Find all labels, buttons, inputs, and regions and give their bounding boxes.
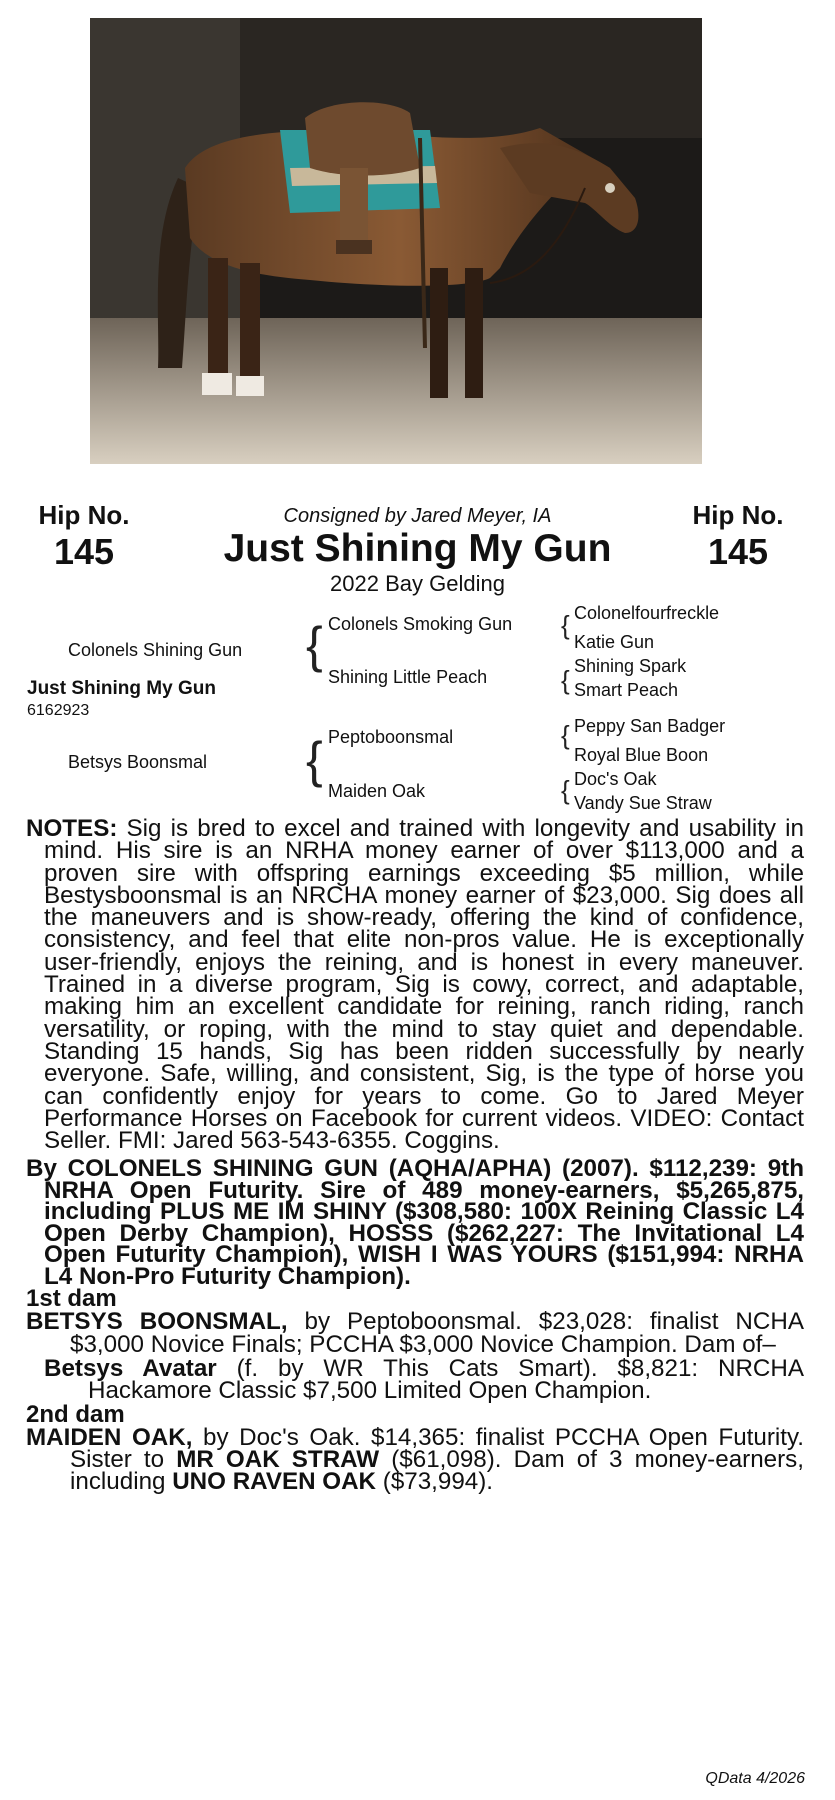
second-dam-sibling: MR OAK STRAW (176, 1445, 380, 1473)
pedigree-brace: { (561, 610, 570, 640)
pedigree-ggp: Peppy San Badger (574, 716, 726, 736)
pedigree-dam: Betsys Boonsmal (68, 752, 208, 772)
notes-label: NOTES: (26, 815, 118, 842)
second-dam-text: by Doc's Oak. $14,365: finalist PCCHA Open Futurity. Sister to (70, 1423, 805, 1473)
horse-name: Just Shining My Gun (223, 527, 612, 570)
pedigree-sire-sire: Colonels Smoking Gun (328, 614, 513, 634)
pedigree-registration: 6162923 (27, 702, 90, 719)
second-dam-name: MAIDEN OAK, (26, 1423, 193, 1451)
pedigree-dam-sire: Peptoboonsmal (328, 727, 454, 747)
offspring-text: (f. by WR This Cats Smart). $8,821: NRCHA Hackamore Classic $7,500 Limited Open Champion. (88, 1355, 804, 1405)
catalog-body (26, 815, 805, 1496)
offspring-name: Betsys Avatar (44, 1355, 217, 1383)
hip-label: Hip No. (38, 500, 130, 530)
horse-photo-illustration (90, 18, 702, 464)
first-dam-paragraph (26, 1308, 804, 1358)
pedigree-ggp: Vandy Sue Straw (574, 793, 712, 813)
horse-photo (90, 18, 702, 464)
pedigree-brace: { (306, 732, 323, 788)
hip-number-left (14, 500, 154, 572)
consignor-line: Consigned by Jared Meyer, IA (283, 505, 552, 527)
pedigree-ggp: Colonelfourfreckle (574, 603, 720, 623)
pedigree-ggp: Shining Spark (574, 656, 687, 676)
hip-number-right (668, 500, 808, 572)
horse-description: 2022 Bay Gelding (330, 571, 505, 596)
pedigree-brace: { (561, 775, 570, 805)
pedigree-brace: { (561, 665, 570, 695)
pedigree-sire: Colonels Shining Gun (68, 640, 243, 660)
hip-label: Hip No. (692, 500, 784, 530)
pedigree-brace: { (561, 720, 570, 750)
first-dam-text: by Peptoboonsmal. $23,028: finalist NCHA $3,000 Novice Finals; PCCHA $3,000 Novice Champion. Dam of– (70, 1308, 804, 1358)
second-dam-paragraph (26, 1423, 805, 1496)
pedigree-ggp: Doc's Oak (574, 769, 657, 789)
hip-number: 145 (707, 531, 769, 572)
second-dam-heading: 2nd dam (26, 1400, 125, 1428)
offspring-paragraph (26, 1355, 804, 1405)
second-dam-text: ($73,994). (382, 1468, 494, 1496)
notes-paragraph (26, 815, 804, 1155)
first-dam-name: BETSYS BOONSMAL, (26, 1308, 288, 1336)
pedigree-ggp: Smart Peach (574, 680, 679, 700)
second-dam-produce: UNO RAVEN OAK (172, 1468, 377, 1496)
notes-text: Sig is bred to excel and trained with longevity and usability in mind. His sire is an NRHA money earner of over $113,000 and a proven sire with offspring earnings exceeding $5 million, while Bestysboonsmal is an NRCHA money earner of $23,000. Sig does all the maneuvers and is show-ready, offering the kind of confidence, consistency, and feel that elite non-pros value. He is exceptionally user-friendly, enjoys the reining, and is honest in every maneuver. Trained in a diverse program, Sig is cowy, correct, and adaptable, making him an excellent candidate for reining, ranch riding, ranch versatility, or roping, with the mind to stay quiet and dependable. Standing 15 hands, Sig has been ridden successfully by nearly everyone. Safe, willing, and consistent, Sig, is the type of horse you can confidently enjoy for years to come. Go to Jared Meyer Performance Horses on Facebook for current videos. VIDEO: Contact Seller. FMI: Jared 563-543-6355. Coggins. (44, 815, 804, 1155)
pedigree-brace: { (306, 617, 323, 673)
pedigree-ggp: Katie Gun (574, 632, 655, 652)
sire-paragraph: By COLONELS SHINING GUN (AQHA/APHA) (2007). $112,239: 9th NRHA Open Futurity. Sire of 489 money-earners, $5,265,875, including PLUS ME IM SHINY ($308,580: 100X Reining Classic L4 Open Derby Champion), HOSSS ($262,227: The Invitational L4 Open Futurity Champion), WISH I WAS YOURS ($151,994: NRHA L4 Non-Pro Futurity Champion). (26, 1155, 804, 1290)
second-dam-text: ($61,098). Dam of 3 money-earners, including (70, 1445, 804, 1496)
footer-credit: QData 4/2026 (705, 1770, 805, 1787)
pedigree-ggp: Royal Blue Boon (574, 745, 709, 765)
hip-number: 145 (53, 531, 115, 572)
pedigree-sire-dam: Shining Little Peach (328, 667, 488, 687)
first-dam-heading: 1st dam (26, 1285, 117, 1313)
pedigree-subject: Just Shining My Gun (27, 678, 216, 699)
pedigree-dam-dam: Maiden Oak (328, 781, 426, 801)
